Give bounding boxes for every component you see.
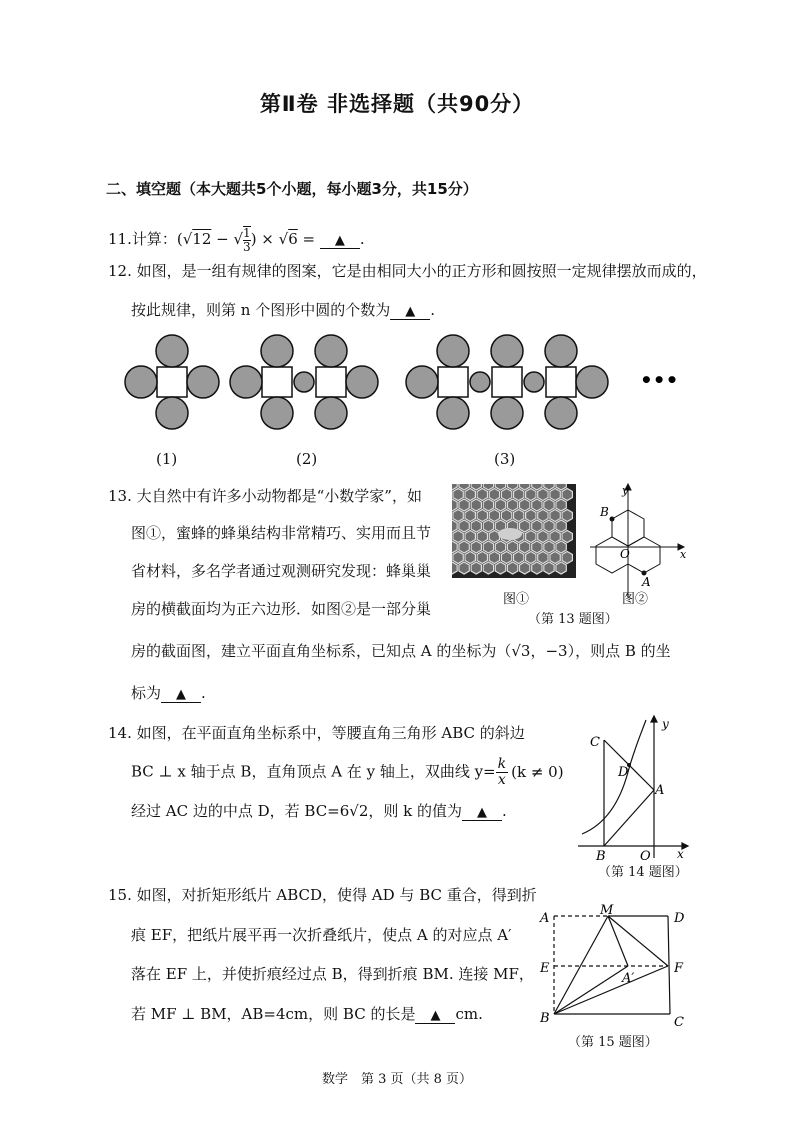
page-title: 第Ⅱ卷 非选择题（共90分）	[259, 92, 535, 116]
q14-figure	[576, 712, 694, 862]
honeycomb-cell	[489, 531, 499, 543]
question-14-line2	[131, 757, 564, 788]
honeycomb-cell	[501, 510, 511, 522]
page-footer: 数学 第 3 页（共 8 页）	[321, 1072, 473, 1087]
q11-radicand-1: 12	[192, 230, 212, 248]
honeycomb-cell	[489, 552, 499, 564]
q11-minus: −	[211, 230, 234, 248]
honeycomb-cell	[544, 541, 554, 553]
honeycomb-cell	[550, 489, 560, 501]
q11-eq: =	[297, 230, 320, 248]
honeycomb-cell	[538, 552, 548, 564]
honeycomb-cell	[514, 510, 524, 522]
svg-text:D: D	[674, 911, 685, 926]
honeycomb-cell	[471, 562, 481, 574]
circle	[156, 397, 188, 429]
svg-text:D: D	[618, 765, 629, 780]
svg-text:y: y	[622, 484, 629, 497]
bee-icon	[498, 528, 522, 540]
question-13-line1: 13. 大自然中有许多小动物都是“小数学家”，如	[108, 487, 422, 505]
honeycomb-cell	[465, 489, 475, 501]
circle	[406, 366, 438, 398]
circle	[437, 335, 469, 367]
honeycomb-cell	[459, 562, 469, 574]
question-15-line1: 15. 如图，对折矩形纸片 ABCD，使得 AD 与 BC 重合，得到折	[108, 886, 537, 904]
square	[438, 367, 468, 397]
circle	[545, 335, 577, 367]
honeycomb-cell	[459, 520, 469, 532]
square	[262, 367, 292, 397]
circle	[545, 397, 577, 429]
honeycomb-cell	[532, 520, 542, 532]
q11-frac-num: 1	[243, 226, 251, 240]
honeycomb-photo	[452, 484, 576, 578]
honeycomb-cell	[453, 510, 463, 522]
fig1-label: 图①	[503, 592, 530, 607]
question-13-line2: 图①，蜜蜂的蜂巢结构非常精巧、实用而且节	[131, 524, 432, 542]
sqrt-12: √12	[182, 230, 212, 248]
honeycomb-cell	[520, 499, 530, 511]
honeycomb-cell	[526, 531, 536, 543]
honeycomb-cell	[453, 552, 463, 564]
svg-text:x: x	[677, 847, 684, 861]
segment-mf	[608, 916, 668, 966]
honeycomb-cell	[477, 510, 487, 522]
circle	[156, 335, 188, 367]
q13-stem: 标为	[131, 684, 162, 702]
circle	[524, 372, 544, 392]
figure-label-3: (3)	[494, 450, 516, 468]
honeycomb-cell	[465, 531, 475, 543]
square	[492, 367, 522, 397]
svg-text:B: B	[596, 849, 606, 862]
segment-bf	[554, 966, 668, 1014]
svg-text:O: O	[640, 849, 651, 862]
honeycomb-cell	[544, 499, 554, 511]
q11-frac-den: 3	[243, 240, 251, 254]
question-13-line6	[131, 682, 206, 703]
segment-ba-prime	[554, 966, 628, 1014]
svg-text:O: O	[620, 547, 630, 561]
question-13-line3: 省材料，多名学者通过观测研究发现：蜂巢巢	[131, 562, 432, 580]
honeycomb-cell	[489, 489, 499, 501]
honeycomb-cell	[471, 499, 481, 511]
q11-end: .	[359, 230, 365, 248]
honeycomb-cell	[477, 489, 487, 501]
square	[157, 367, 187, 397]
answer-blank-12	[390, 301, 430, 320]
q14-stem-2: 经过 AC 边的中点 D，若 BC=6√2，则 k 的值为	[131, 802, 463, 820]
circle	[261, 335, 293, 367]
question-15-line4	[131, 1003, 483, 1024]
circle	[315, 335, 347, 367]
svg-text:A: A	[655, 783, 665, 798]
honeycomb-cell	[483, 520, 493, 532]
circle	[470, 372, 490, 392]
q13-end: .	[201, 684, 206, 702]
honeycomb-cell	[471, 520, 481, 532]
svg-text:B: B	[540, 1011, 550, 1026]
honeycomb-cell	[550, 510, 560, 522]
honeycomb-cell	[538, 510, 548, 522]
q12-stem: 按此规律，则第 n 个图形中圆的个数为	[131, 301, 391, 319]
crease-bm	[554, 916, 608, 1014]
honeycomb-cell	[483, 562, 493, 574]
honeycomb-cell	[556, 541, 566, 553]
honeycomb-cell	[495, 499, 505, 511]
honeycomb-cell	[562, 489, 572, 501]
q12-end: .	[430, 301, 435, 319]
square	[546, 367, 576, 397]
honeycomb-cell	[556, 520, 566, 532]
q14-end: .	[502, 802, 507, 820]
honeycomb-cell	[477, 531, 487, 543]
answer-mark: ▲	[176, 687, 187, 702]
honeycomb-cell	[514, 489, 524, 501]
q15-stem: 若 MF ⊥ BM，AB=4cm，则 BC 的长是	[131, 1005, 416, 1023]
q12-pattern-figure	[120, 330, 680, 440]
segment-ma-prime	[608, 916, 628, 966]
honeycomb-cell	[526, 510, 536, 522]
svg-text:E: E	[540, 961, 550, 976]
honeycomb-cell	[477, 552, 487, 564]
question-13-line5: 房的截面图，建立平面直角坐标系，已知点 A 的坐标为（√3，−3），则点 B 的坐	[131, 642, 671, 660]
honeycomb-cell	[556, 562, 566, 574]
answer-blank-11	[320, 230, 360, 249]
honeycomb-cell	[544, 562, 554, 574]
svg-text:x: x	[680, 548, 687, 561]
question-15-line3: 落在 EF 上，并使折痕经过点 B，得到折痕 BM. 连接 MF，	[131, 965, 534, 983]
fig2-label: 图②	[622, 592, 649, 607]
svg-text:C: C	[674, 1015, 684, 1030]
q11-times: ) ×	[250, 230, 279, 248]
honeycomb-cell	[520, 520, 530, 532]
honeycomb-cell	[562, 510, 572, 522]
q11-radicand-2: 6	[288, 230, 298, 248]
honeycomb-cell	[526, 552, 536, 564]
honeycomb-cell	[550, 531, 560, 543]
honeycomb-cell	[453, 489, 463, 501]
q14-caption: （第 14 题图）	[598, 865, 688, 880]
honeycomb-cell	[520, 562, 530, 574]
question-13-line4: 房的横截面均为正六边形．如图②是一部分巢	[131, 600, 432, 618]
answer-mark: ▲	[334, 233, 345, 248]
point-b	[610, 517, 615, 522]
q14-condition: (k ≠ 0)	[511, 762, 564, 781]
segment-dc	[668, 916, 670, 1014]
hexagon	[628, 537, 660, 573]
honeycomb-cell	[501, 552, 511, 564]
q15-caption: （第 15 题图）	[568, 1035, 658, 1050]
honeycomb-cell	[520, 541, 530, 553]
q15-unit: cm.	[455, 1005, 483, 1023]
svg-text:M: M	[600, 903, 614, 918]
section-heading: 二、填空题（本大题共5个小题，每小题3分，共15分）	[106, 180, 478, 198]
hexagon-coordinate-figure	[590, 482, 690, 600]
svg-text:A: A	[540, 911, 550, 926]
question-14-line1: 14. 如图，在平面直角坐标系中，等腰直角三角形 ABC 的斜边	[108, 724, 525, 742]
svg-text:A: A	[642, 575, 651, 589]
honeycomb-cell	[532, 562, 542, 574]
honeycomb-cell	[544, 520, 554, 532]
q11-prefix: 11.计算：(	[108, 230, 183, 248]
circle	[261, 397, 293, 429]
q15-figure	[538, 902, 694, 1030]
honeycomb-cell	[556, 499, 566, 511]
q14-stem: BC ⊥ x 轴于点 B，直角顶点 A 在 y 轴上，双曲线 y=	[131, 762, 496, 781]
honeycomb-cell	[507, 541, 517, 553]
honeycomb-cell	[453, 531, 463, 543]
q14-frac-den: x	[497, 772, 506, 788]
answer-mark: ▲	[430, 1008, 441, 1023]
answer-mark: ▲	[477, 805, 488, 820]
honeycomb-cell	[538, 489, 548, 501]
circle	[491, 335, 523, 367]
circle	[315, 397, 347, 429]
answer-mark: ▲	[405, 304, 416, 319]
figure-label-2: (2)	[296, 450, 318, 468]
honeycomb-cell	[562, 552, 572, 564]
honeycomb-cell	[501, 489, 511, 501]
svg-text:y: y	[662, 717, 669, 731]
question-12-line1: 12. 如图，是一组有规律的图案，它是由相同大小的正方形和圆按照一定规律摆放而成的，	[108, 262, 707, 280]
honeycomb-cell	[483, 499, 493, 511]
honeycomb-cell	[507, 562, 517, 574]
circle	[346, 366, 378, 398]
circle	[294, 372, 314, 392]
honeycomb-cell	[514, 552, 524, 564]
svg-text:A′: A′	[622, 971, 635, 986]
honeycomb-cell	[532, 541, 542, 553]
ellipsis: •••	[640, 368, 679, 392]
honeycomb-cell	[489, 510, 499, 522]
question-11	[108, 226, 365, 254]
figure-label-1: (1)	[156, 450, 178, 468]
circle	[125, 366, 157, 398]
circle	[576, 366, 608, 398]
question-12-line2	[131, 299, 435, 320]
q13-caption: （第 13 题图）	[528, 612, 618, 627]
q14-fraction	[496, 757, 508, 788]
honeycomb-cell	[538, 531, 548, 543]
circle	[437, 397, 469, 429]
circle	[491, 397, 523, 429]
honeycomb-cell	[495, 541, 505, 553]
circle	[230, 366, 262, 398]
sqrt-one-third: √ $\frac{1}{3}$	[233, 226, 251, 254]
svg-text:B: B	[600, 505, 609, 519]
honeycomb-cell	[495, 562, 505, 574]
honeycomb-cell	[526, 489, 536, 501]
sqrt-6: √6	[278, 230, 298, 248]
honeycomb-cell	[465, 552, 475, 564]
segment-ab	[604, 790, 654, 846]
answer-blank-15	[415, 1005, 455, 1024]
question-15-line2: 痕 EF，把纸片展平再一次折叠纸片，使点 A 的对应点 A′	[131, 926, 512, 944]
square	[316, 367, 346, 397]
honeycomb-cell	[507, 499, 517, 511]
svg-text:C: C	[590, 735, 600, 750]
answer-blank-14	[462, 802, 502, 821]
honeycomb-cell	[550, 552, 560, 564]
answer-blank-13	[161, 684, 201, 703]
q14-frac-num: k	[497, 756, 507, 772]
honeycomb-cell	[459, 499, 469, 511]
question-14-line3	[131, 800, 507, 821]
honeycomb-cell	[471, 541, 481, 553]
svg-text:F: F	[674, 961, 684, 976]
honeycomb-cell	[465, 510, 475, 522]
honeycomb-cell	[532, 499, 542, 511]
honeycomb-cell	[562, 531, 572, 543]
honeycomb-cell	[483, 541, 493, 553]
circle	[187, 366, 219, 398]
honeycomb-cell	[459, 541, 469, 553]
